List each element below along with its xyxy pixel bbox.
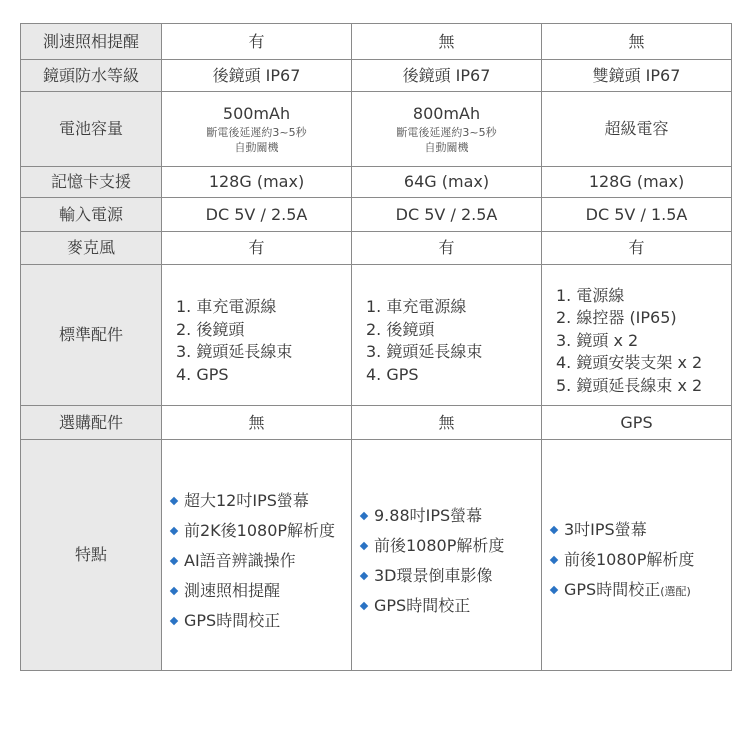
list-item: 2. 線控器 (IP65) <box>556 308 677 328</box>
row-label-accessories: 標準配件 <box>21 265 162 406</box>
feature-text: GPS時間校正 <box>184 611 281 630</box>
diamond-bullet-icon <box>170 526 178 534</box>
diamond-bullet-icon <box>170 616 178 624</box>
cell-camera-alert-2: 無 <box>352 24 542 60</box>
list-item <box>548 515 731 545</box>
feature-list-1 <box>162 474 351 636</box>
feature-text: GPS時間校正 <box>564 580 661 599</box>
row-label-camera-alert: 測速照相提醒 <box>21 24 162 60</box>
cell-mic-3: 有 <box>542 232 732 265</box>
list-item: 1. 車充電源線 <box>176 297 277 316</box>
feature-list-3 <box>542 503 731 607</box>
row-label-optional: 選購配件 <box>21 406 162 440</box>
cell-features-1 <box>162 440 352 671</box>
cell-memory-3: 128G (max) <box>542 167 732 198</box>
list-item: 1. 電源線 <box>556 285 625 305</box>
list-item <box>168 576 351 606</box>
list-item: 3. 鏡頭延長線束 <box>366 342 483 361</box>
row-features <box>21 440 732 671</box>
list-item <box>168 606 351 636</box>
cell-battery-1 <box>162 92 352 167</box>
list-item: 2. 後鏡頭 <box>176 319 245 339</box>
list-item: 2. 後鏡頭 <box>366 319 435 339</box>
row-accessories <box>21 265 732 406</box>
diamond-bullet-icon <box>360 601 368 609</box>
accessory-list-3 <box>542 273 731 398</box>
diamond-bullet-icon <box>360 571 368 579</box>
list-item <box>358 501 541 531</box>
diamond-bullet-icon <box>550 555 558 563</box>
cell-memory-1: 128G (max) <box>162 167 352 198</box>
list-item <box>358 531 541 561</box>
feature-text: 9.88吋IPS螢幕 <box>374 506 483 525</box>
feature-text: 前後1080P解析度 <box>374 536 505 555</box>
cell-features-3 <box>542 440 732 671</box>
cell-accessories-1 <box>162 265 352 406</box>
battery-capacity-2: 800mAh <box>412 104 481 123</box>
cell-accessories-3 <box>542 265 732 406</box>
feature-text: GPS時間校正 <box>374 596 471 615</box>
diamond-bullet-icon <box>170 586 178 594</box>
list-item <box>168 546 351 576</box>
accessory-list-1 <box>162 284 351 386</box>
list-item: 4. GPS <box>176 364 229 384</box>
battery-note-2b: 自動關機 <box>424 141 469 154</box>
diamond-bullet-icon <box>360 511 368 519</box>
optional-note: (選配) <box>660 585 691 598</box>
row-mic <box>21 232 732 265</box>
cell-battery-2 <box>352 92 542 167</box>
battery-note-2a: 斷電後延遲約3~5秒 <box>396 126 497 139</box>
row-label-memory: 記憶卡支援 <box>21 167 162 198</box>
cell-power-2: DC 5V / 2.5A <box>352 198 542 232</box>
feature-text: 3D環景倒車影像 <box>374 566 493 585</box>
cell-optional-2: 無 <box>352 406 542 440</box>
battery-capacity-3: 超級電容 <box>604 119 669 138</box>
diamond-bullet-icon <box>170 556 178 564</box>
list-item: 3. 鏡頭延長線束 <box>176 342 293 361</box>
row-label-power: 輸入電源 <box>21 198 162 232</box>
spec-comparison-table <box>20 23 732 671</box>
list-item <box>168 516 351 546</box>
row-label-waterproof: 鏡頭防水等級 <box>21 60 162 92</box>
cell-optional-3: GPS <box>542 406 732 440</box>
row-label-features: 特點 <box>21 440 162 671</box>
battery-capacity-1: 500mAh <box>222 104 291 123</box>
cell-battery-3 <box>542 92 732 167</box>
row-memory <box>21 167 732 198</box>
cell-mic-2: 有 <box>352 232 542 265</box>
diamond-bullet-icon <box>170 496 178 504</box>
diamond-bullet-icon <box>550 585 558 593</box>
feature-list-2 <box>352 489 541 621</box>
cell-power-3: DC 5V / 1.5A <box>542 198 732 232</box>
cell-mic-1: 有 <box>162 232 352 265</box>
cell-optional-1: 無 <box>162 406 352 440</box>
list-item: 4. 鏡頭安裝支架 x 2 <box>556 353 703 373</box>
row-power <box>21 198 732 232</box>
list-item <box>168 486 351 516</box>
list-item <box>358 591 541 621</box>
cell-memory-2: 64G (max) <box>352 167 542 198</box>
row-optional <box>21 406 732 440</box>
feature-text: 測速照相提醒 <box>184 581 281 600</box>
feature-text: 前後1080P解析度 <box>564 550 695 569</box>
row-battery <box>21 92 732 167</box>
cell-waterproof-1: 後鏡頭 IP67 <box>162 60 352 92</box>
cell-waterproof-2: 後鏡頭 IP67 <box>352 60 542 92</box>
list-item: 1. 車充電源線 <box>366 297 467 316</box>
battery-note-1a: 斷電後延遲約3~5秒 <box>206 126 307 139</box>
feature-text: 超大12吋IPS螢幕 <box>184 491 309 510</box>
feature-text: AI語音辨識操作 <box>184 551 296 570</box>
row-label-mic: 麥克風 <box>21 232 162 265</box>
list-item <box>358 561 541 591</box>
cell-features-2 <box>352 440 542 671</box>
row-camera-alert <box>21 24 732 60</box>
battery-note-1b: 自動關機 <box>234 141 279 154</box>
diamond-bullet-icon <box>550 525 558 533</box>
cell-camera-alert-1: 有 <box>162 24 352 60</box>
diamond-bullet-icon <box>360 541 368 549</box>
cell-power-1: DC 5V / 2.5A <box>162 198 352 232</box>
list-item <box>548 545 731 575</box>
list-item: 5. 鏡頭延長線束 x 2 <box>556 375 703 395</box>
list-item: 4. GPS <box>366 364 419 384</box>
row-waterproof <box>21 60 732 92</box>
list-item <box>548 575 731 607</box>
list-item: 3. 鏡頭 x 2 <box>556 330 639 350</box>
cell-accessories-2 <box>352 265 542 406</box>
feature-text: 3吋IPS螢幕 <box>564 520 647 539</box>
row-label-battery: 電池容量 <box>21 92 162 167</box>
accessory-list-2 <box>352 284 541 386</box>
cell-waterproof-3: 雙鏡頭 IP67 <box>542 60 732 92</box>
cell-camera-alert-3: 無 <box>542 24 732 60</box>
feature-text: 前2K後1080P解析度 <box>184 521 336 540</box>
